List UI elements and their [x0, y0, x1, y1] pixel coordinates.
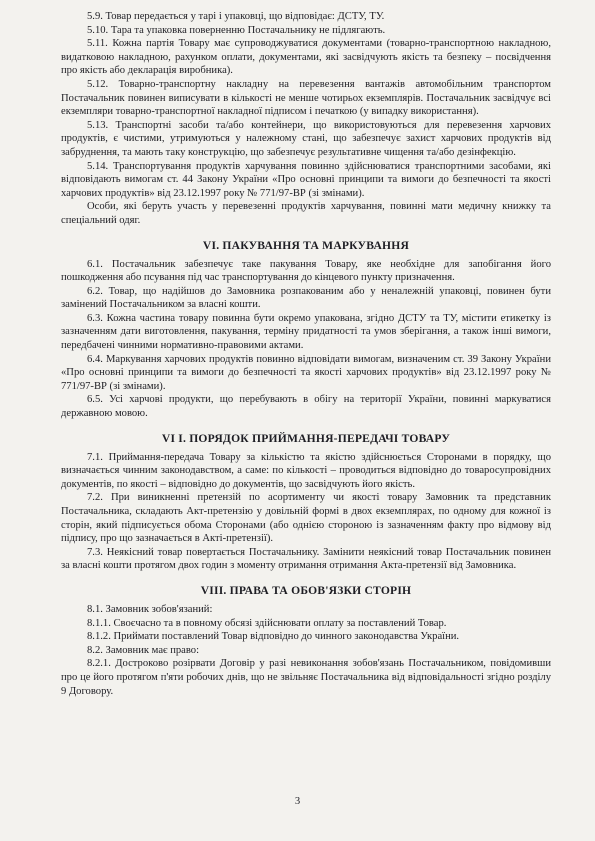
clause-6-3: 6.3. Кожна частина товару повинна бути окремо упакована, згідно ДСТУ та ТУ, містити етикетку із зазначенням дати виготовлення, пакування, терміну придатності та умов зберігання, а також інші вимоги, передбачені чинними нормативно-правовими актами.: [61, 312, 551, 352]
section-8-heading: VIII. ПРАВА ТА ОБОВ'ЯЗКИ СТОРІН: [200, 583, 412, 597]
clause-5-9: 5.9. Товар передається у тарі і упаковці, що відповідає: ДСТУ, ТУ.: [87, 11, 385, 22]
clause-5-12: 5.12. Товарно-транспортну накладну на перевезення вантажів автомобільним транспортом Постачальник повинен виписувати в кількості не менше чотирьох екземплярів. Постачальник засвідчує всі екземпляри товарно-транспортної накладної підписом і печаткою (у випадку використання).: [61, 78, 551, 118]
clause-8-1-2: 8.1.2. Приймати поставлений Товар відповідно до чинного законодавства України.: [87, 631, 460, 643]
clause-5-14: 5.14. Транспортування продуктів харчування повинно здійснюватися транспортними засобами, які відповідають вимогам ст. 44 Закону України «Про основні принципи та вимоги до безпечності та якості харчових продуктів» від 23.12.1997 року № 771/97-ВР (зі змінами).: [61, 160, 551, 199]
clause-8-1-1: 8.1.1. Своєчасно та в повному обсязі здійснювати оплату за поставлений Товар.: [87, 617, 447, 629]
section-6-heading: VI. ПАКУВАННЯ ТА МАРКУВАННЯ: [202, 238, 410, 252]
clause-persons: Особи, які беруть участь у перевезенні продуктів харчування, повинні мати медичну книжку та спеціальний одяг.: [61, 201, 551, 226]
page-number: 3: [294, 796, 301, 807]
clause-6-2: 6.2. Товар, що надійшов до Замовника розпакованим або у неналежній упаковці, повинен бути замінений Постачальником за власні кошти.: [61, 285, 551, 311]
clause-5-13: 5.13. Транспортні засоби та/або контейнери, що використовуються для перевезення харчових продуктів, є чистими, утримуються у належному стані, що забезпечує захист харчових продуктів від забруднення, та мають таку конструкцію, що забезпечує результативне чищення та/або дезінфекцію.: [61, 119, 551, 158]
clause-6-1: 6.1. Постачальник забезпечує таке пакування Товару, яке необхідне для запобігання його пошкодження або псування під час транспортування до кінцевого пункту призначення.: [61, 258, 551, 284]
clause-5-11: 5.11. Кожна партія Товару має супроводжуватися документами (товарно-транспортною накладною, видатковою накладною, рахунком оплати, документами, які засвідчують якість та безпеку – посвідчення про якість або декларація виробника).: [61, 38, 551, 77]
clause-8-2: 8.2. Замовник має право:: [87, 644, 200, 656]
section-7-heading: VI I. ПОРЯДОК ПРИЙМАННЯ-ПЕРЕДАЧІ ТОВАРУ: [161, 431, 451, 445]
clause-8-1: 8.1. Замовник зобов'язаний:: [87, 603, 213, 615]
clause-7-1: 7.1. Приймання-передача Товару за кількістю та якістю здійснюється Сторонами в порядку, що визначається чинним законодавством, а саме: по кількості – проводиться відповідно до товаросупровідних документів, по якості – відповідно до документів, що засвідчують його якість.: [61, 451, 551, 490]
clause-6-4: 6.4. Маркування харчових продуктів повинно відповідати вимогам, визначеним ст. 39 Закону України «Про основні принципи та вимоги до безпечності та якості харчових продуктів» від 23.12.1997 року № 771/97-ВР (зі змінами).: [61, 353, 551, 392]
clause-6-5: 6.5. Усі харчові продукти, що перебувають в обігу на території України, повинні маркуватися державною мовою.: [61, 394, 551, 420]
clause-5-10: 5.10. Тара та упаковка поверненню Постачальнику не підлягають.: [87, 24, 386, 36]
clause-7-2: 7.2. При виникненні претензій по асортименту чи якості товару Замовник та представник Постачальника, складають Акт-претензію у довільній формі в двох екземплярах, по одному для кожної із сторін, який підписується обома Сторонами (або однією стороною із зазначенням факту про відмову від підпису, про що зазначається в Акті-претензії).: [61, 492, 551, 545]
clause-7-3: 7.3. Неякісний товар повертається Постачальнику. Замінити неякісний товар Постачальник повинен за власні кошти протягом двох годин з моменту отримання отримання Акта-претензії від Замовника.: [61, 546, 551, 572]
clause-8-2-1: 8.2.1. Достроково розірвати Договір у разі невиконання зобов'язань Постачальником, повідомивши про це його протягом п'яти робочих днів, що не звільняє Постачальника від відповідальності згідно розділу 9 Договору.: [61, 658, 551, 697]
